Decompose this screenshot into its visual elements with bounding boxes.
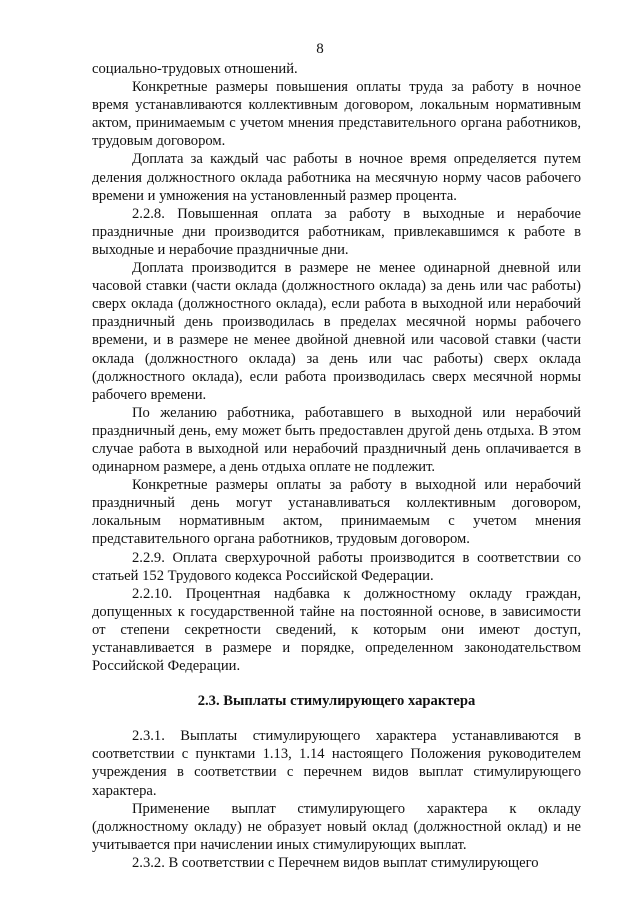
paragraph-2-3-1: 2.3.1. Выплаты стимулирующего характера устанавливаются в соответствии с пунктами 1.13, 1.14 настоящего Положения руководителем учреждения в соответствии с перечнем видов выплат стимулирующего характера. — [92, 728, 581, 799]
paragraph-2-2-8: 2.2.8. Повышенная оплата за работу в выходные и нерабочие праздничные дни производится работникам, привлекавшимся к работе в выходные и нерабочие праздничные дни. — [92, 205, 581, 258]
paragraph-night-hour-calculation: Доплата за каждый час работы в ночное время определяется путем деления должностного оклада работника на месячную норму часов рабочего времени и умножения на установленный размер процента. — [92, 151, 581, 204]
paragraph-holiday-rates: Конкретные размеры оплаты за работу в выходной или нерабочий праздничный день могут устанавливаться коллективным договором, локальным нормативным актом, принимаемым с учетом мнения представительного органа работников, трудовым договором. — [92, 477, 581, 548]
paragraph-2-2-9: 2.2.9. Оплата сверхурочной работы производится в соответствии со статьей 152 Трудового кодекса Российской Федерации. — [92, 549, 581, 584]
paragraph-day-off-option: По желанию работника, работавшего в выходной или нерабочий праздничный день, ему может быть предоставлен другой день отдыха. В этом случае работа в выходной или нерабочий праздничный день оплачивается в одинарном размере, а день отдыха оплате не подлежит. — [92, 404, 581, 476]
paragraph-stimulating-application: Применение выплат стимулирующего характера к окладу (должностному окладу) не образует новый оклад (должностной оклад) и не учитывается при начислении иных стимулирующих выплат. — [92, 800, 581, 853]
paragraph-2-3-2: 2.3.2. В соответствии с Перечнем видов выплат стимулирующего — [132, 854, 539, 871]
paragraph-2-2-10: 2.2.10. Процентная надбавка к должностному окладу граждан, допущенных к государственной тайне на постоянной основе, в зависимости от степени секретности сведений, к которым они имеют доступ, устанавливается в размере и порядке, определенном законодательством Российской Федерации. — [92, 585, 581, 675]
document-body — [92, 60, 581, 872]
page-number: 8 — [316, 41, 324, 57]
section-heading: 2.3. Выплаты стимулирующего характера — [197, 693, 476, 710]
paragraph-holiday-surcharge: Доплата производится в размере не менее одинарной дневной или часовой ставки (части оклада (должностного оклада) за день или час работы) сверх оклада (должностного оклада), если работа в выходной или нерабочий праздничный день производилась в пределах месячной нормы рабочего времени, и в размере не менее двойной дневной или часовой ставки (части оклада (должностного оклада) за день или час работы) сверх оклада (должностного оклада), если работа производилась сверх месячной нормы рабочего времени. — [92, 260, 581, 403]
paragraph-night-work-rates: Конкретные размеры повышения оплаты труда за работу в ночное время устанавливаются коллективным договором, локальным нормативным актом, принимаемым с учетом мнения представительного органа работников, трудовым договором. — [92, 79, 581, 150]
paragraph-continuation: социально-трудовых отношений. — [92, 61, 298, 77]
